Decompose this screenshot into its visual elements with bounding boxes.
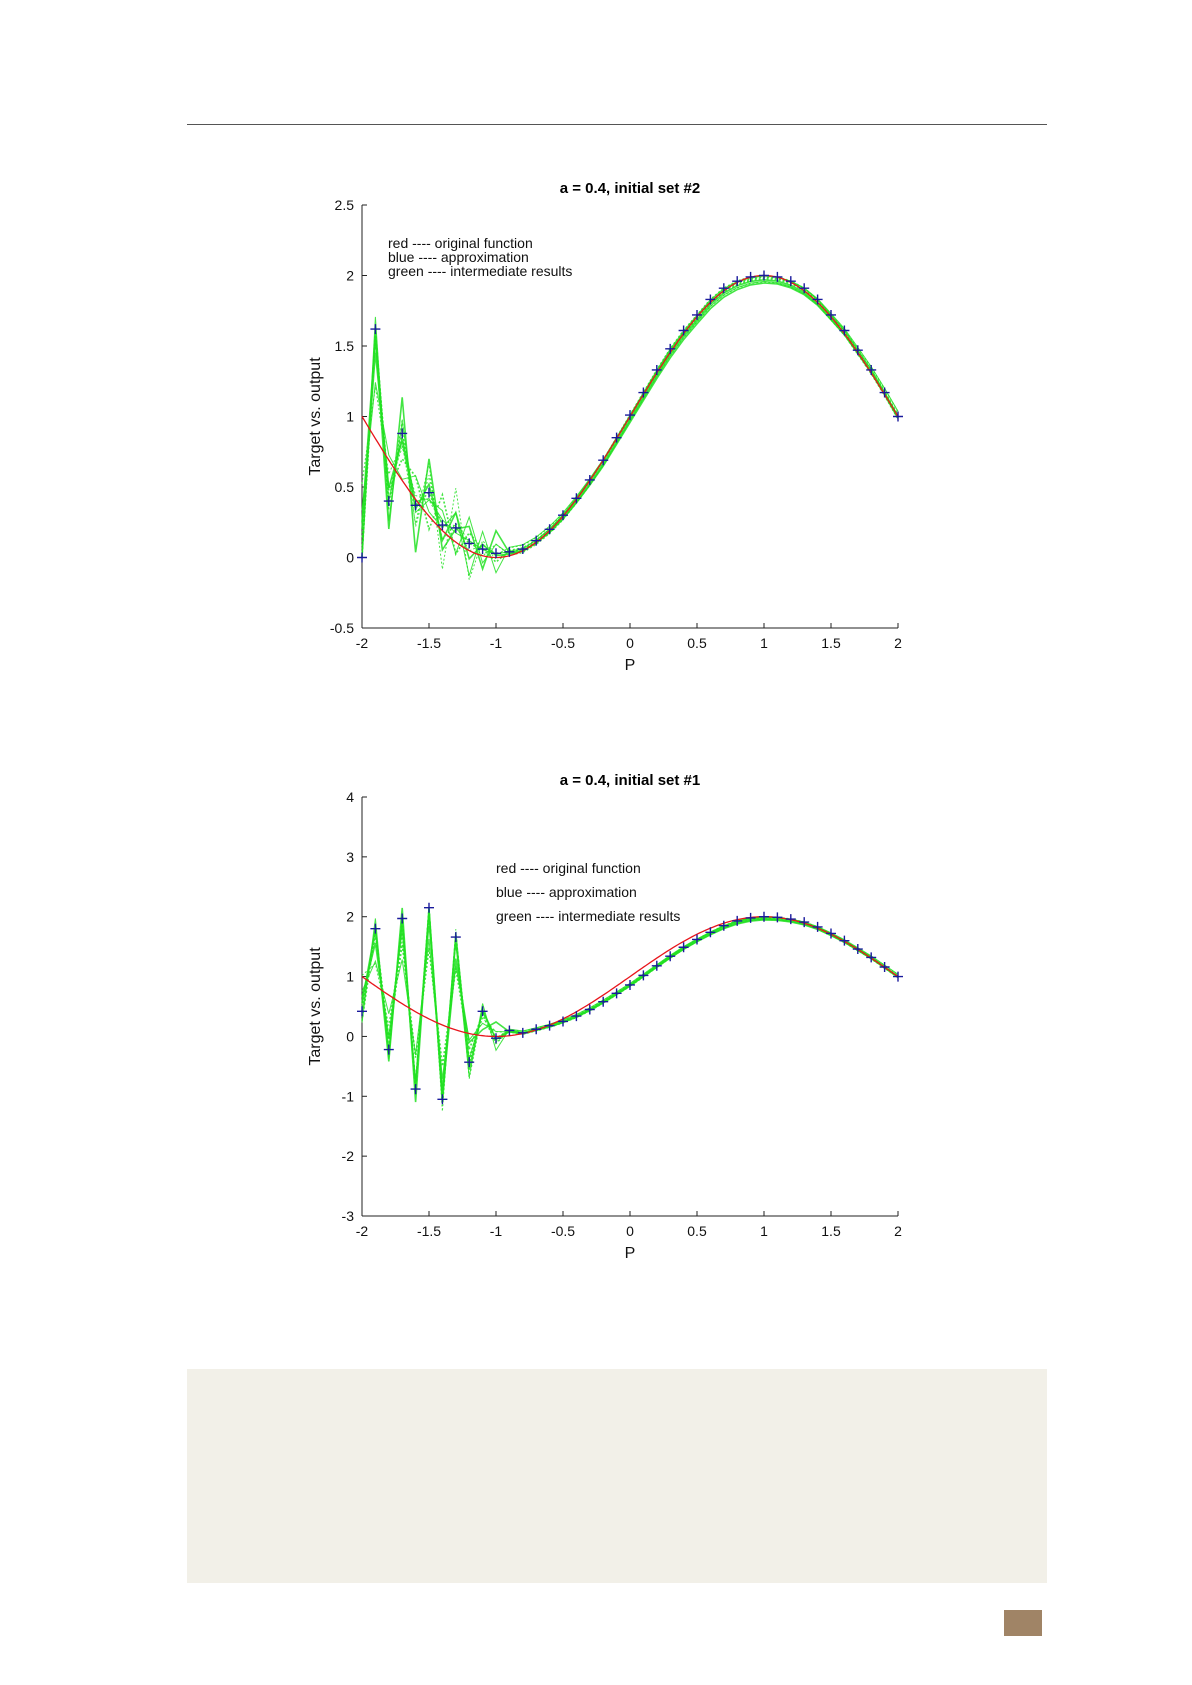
legend-entry: blue ---- approximation bbox=[388, 249, 529, 265]
legend-entry: red ---- original function bbox=[388, 235, 533, 251]
y-tick-label: -3 bbox=[341, 1208, 354, 1224]
x-axis-label: P bbox=[624, 1245, 636, 1262]
x-tick-label: 0 bbox=[626, 1223, 634, 1239]
legend-entry: green ---- intermediate results bbox=[496, 908, 681, 924]
chart-title: a = 0.4, initial set #1 bbox=[559, 772, 701, 789]
intermediate-result-line bbox=[362, 914, 898, 1093]
y-tick-label: 1.5 bbox=[334, 338, 354, 354]
y-tick-label: 2 bbox=[346, 267, 354, 284]
x-tick-label: 1.5 bbox=[821, 635, 841, 651]
approximation-point bbox=[384, 1045, 394, 1055]
chart-initial-set-1 bbox=[290, 758, 930, 1298]
footer-panel bbox=[187, 1369, 1047, 1583]
approximation-point bbox=[397, 914, 407, 924]
x-tick-label: -1.5 bbox=[416, 1223, 442, 1239]
approximation-point bbox=[370, 324, 380, 334]
y-tick-label: 0.5 bbox=[334, 479, 354, 495]
chart-svg bbox=[290, 758, 930, 1298]
intermediate-result-line bbox=[362, 918, 898, 1084]
x-tick-label: -2 bbox=[355, 1223, 369, 1239]
x-tick-label: -1.5 bbox=[416, 635, 442, 651]
intermediate-result-line bbox=[362, 277, 898, 579]
y-tick-label: -2 bbox=[341, 1148, 354, 1165]
y-axis-label: Target vs. output bbox=[307, 357, 324, 476]
approximation-point bbox=[545, 1021, 555, 1031]
y-tick-label: 0 bbox=[346, 1028, 354, 1045]
approximation-point bbox=[424, 903, 434, 913]
x-tick-label: -2 bbox=[355, 635, 369, 651]
x-tick-label: 1.5 bbox=[821, 1223, 841, 1239]
y-tick-label: 4 bbox=[346, 789, 354, 805]
legend-entry: green ---- intermediate results bbox=[388, 263, 573, 279]
y-tick-label: -1 bbox=[341, 1088, 354, 1105]
x-tick-label: 0.5 bbox=[687, 1223, 707, 1239]
x-tick-label: -0.5 bbox=[550, 635, 576, 651]
approximation-point bbox=[370, 924, 380, 934]
x-tick-label: 1 bbox=[760, 1223, 768, 1239]
y-tick-label: -0.5 bbox=[329, 620, 354, 636]
x-tick-label: 1 bbox=[760, 635, 768, 651]
approximation-point bbox=[518, 1028, 528, 1038]
approximation-point bbox=[437, 1094, 447, 1104]
x-axis-label: P bbox=[624, 657, 636, 674]
approximation-point bbox=[357, 1006, 367, 1016]
y-tick-label: 0 bbox=[346, 549, 354, 566]
x-tick-label: -1 bbox=[489, 635, 503, 651]
intermediate-result-line bbox=[362, 908, 898, 1102]
approximation-point bbox=[491, 1033, 501, 1043]
approximation-point bbox=[893, 972, 903, 982]
approximation-point bbox=[531, 1024, 541, 1034]
y-tick-label: 3 bbox=[346, 848, 354, 865]
approximation-point bbox=[451, 932, 461, 942]
x-tick-label: -1 bbox=[489, 1223, 503, 1239]
y-tick-label: 1 bbox=[346, 408, 354, 425]
y-tick-label: 2 bbox=[346, 908, 354, 925]
x-tick-label: 2 bbox=[894, 635, 902, 651]
legend-entry: red ---- original function bbox=[496, 860, 641, 876]
y-tick-label: 2.5 bbox=[334, 197, 354, 213]
approximation-point bbox=[411, 1084, 421, 1094]
page-tag bbox=[1004, 1610, 1042, 1636]
chart-svg bbox=[290, 168, 930, 674]
chart-title: a = 0.4, initial set #2 bbox=[559, 180, 701, 197]
chart-initial-set-2 bbox=[290, 168, 930, 674]
intermediate-result-line bbox=[362, 908, 898, 1100]
x-tick-label: 0.5 bbox=[687, 635, 707, 651]
legend-entry: blue ---- approximation bbox=[496, 884, 637, 900]
top-rule bbox=[187, 124, 1047, 125]
original-function-line bbox=[362, 917, 898, 1037]
intermediate-result-line bbox=[362, 918, 898, 1066]
y-axis-label: Target vs. output bbox=[307, 947, 324, 1066]
x-tick-label: -0.5 bbox=[550, 1223, 576, 1239]
intermediate-result-line bbox=[362, 917, 898, 1094]
intermediate-result-line bbox=[362, 907, 898, 1101]
x-tick-label: 0 bbox=[626, 635, 634, 651]
y-tick-label: 1 bbox=[346, 968, 354, 985]
x-tick-label: 2 bbox=[894, 1223, 902, 1239]
approximation-point bbox=[357, 553, 367, 563]
